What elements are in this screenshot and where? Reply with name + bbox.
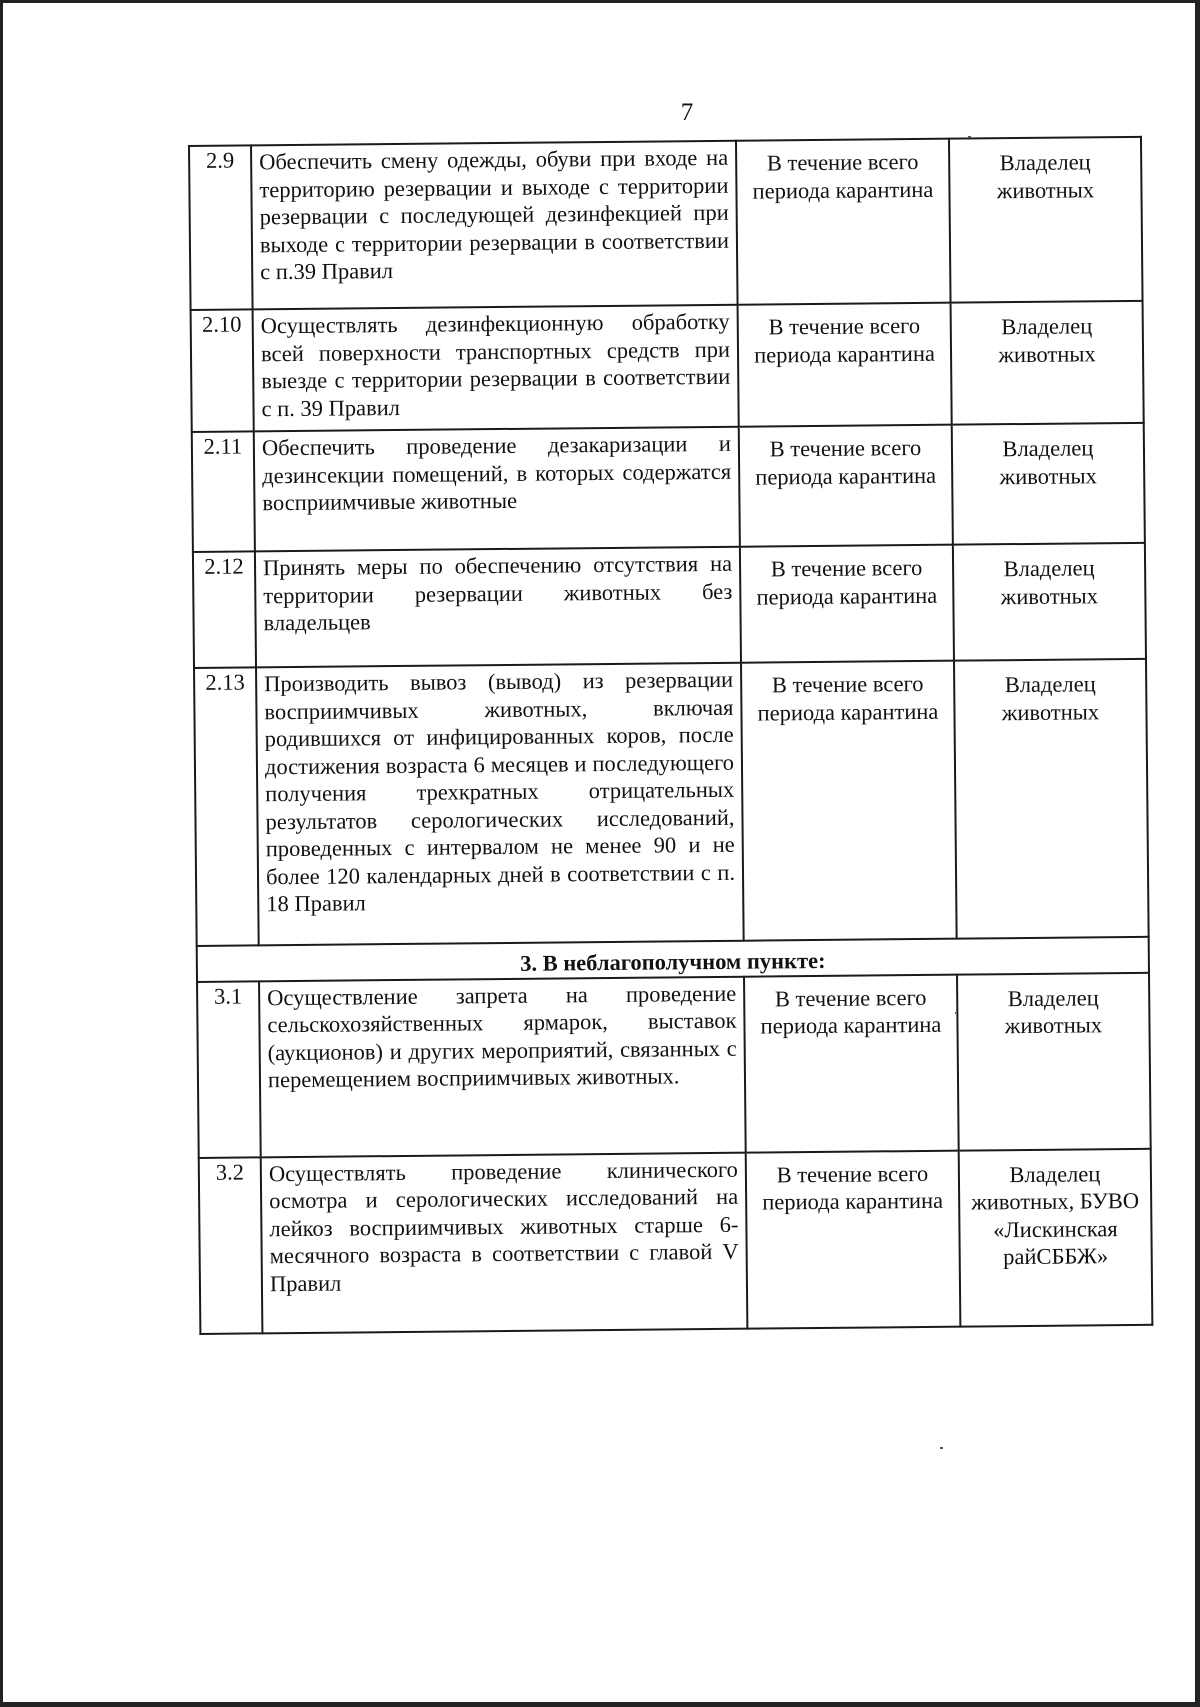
measure-text: Осуществлять дезинфекционную обработку всей поверхности транспортных средств при выезде с территории резервации в соответствии с п. 39 Правил xyxy=(260,308,731,421)
table-row xyxy=(194,659,1149,946)
section-title: 3. В неблагополучном пункте: xyxy=(197,937,1149,982)
measures-table xyxy=(188,136,1153,1335)
scan-edge-left xyxy=(0,0,3,1707)
measure-cell xyxy=(254,427,740,552)
table-row xyxy=(192,423,1145,552)
measure-cell xyxy=(253,305,739,432)
row-number: 2.12 xyxy=(193,551,256,668)
row-number: 2.10 xyxy=(191,309,254,432)
measure-text: Обеспечить проведение дезакаризации и дезинсекции помещений, в которых содержатся восприимчивые животные xyxy=(261,430,732,516)
term-cell: В течение всего периода карантина xyxy=(740,545,954,663)
measure-text: Осуществление запрета на проведение сельскохозяйственных ярмарок, выставок (аукционов) и других мероприятий, связанных с перемещением восприимчивых животных. xyxy=(267,980,737,1093)
responsible-cell: Владелец животных xyxy=(953,543,1146,661)
measure-cell xyxy=(255,547,741,668)
row-number: 2.11 xyxy=(192,431,255,552)
responsible-cell: Владелец животных, БУВО «Лискинская райСББЖ» xyxy=(959,1148,1153,1326)
measure-text: Осуществлять проведение клинического осмотра и серологических исследований на лейкоз восприимчивых животных старше 6-месячного возраста в соответствии с главой V Правил xyxy=(268,1156,739,1296)
scan-speck xyxy=(968,136,971,138)
responsible-cell: Владелец животных xyxy=(949,137,1143,303)
scan-edge-top xyxy=(0,0,1200,3)
scan-edge-right xyxy=(1195,0,1200,1707)
term-cell: В течение всего периода карантина xyxy=(736,139,951,305)
measure-text: Обеспечить смену одежды, обуви при входе на территорию резервации и выходе с территории резервации с последующей дезинфекцией при выходе с территории резервации в соответствии с п.39 Правил xyxy=(259,144,730,285)
row-number: 3.1 xyxy=(197,981,261,1158)
row-number: 3.2 xyxy=(199,1157,263,1334)
term-cell: В течение всего периода карантина xyxy=(738,303,952,427)
responsible-cell: Владелец животных xyxy=(954,659,1149,939)
term-cell: В течение всего периода карантина xyxy=(744,974,959,1152)
table-row xyxy=(189,137,1143,310)
responsible-cell: Владелец животных xyxy=(951,301,1144,425)
page-number: 7 xyxy=(680,99,694,126)
table-row xyxy=(193,543,1146,668)
measure-cell xyxy=(251,141,738,310)
scan-speck xyxy=(940,1447,943,1449)
responsible-cell: Владелец животных xyxy=(952,423,1145,545)
measure-text: Производить вывоз (вывод) из резервации восприимчивых животных, включая родившихся от инфицированных коров, после достижения возраста 6 месяцев и последующего получения трехкратных отрицательных результатов серологических исследований, проведенных с интервалом не менее 90 и не более 120 календарных дней в соответствии с п. 18 Правил xyxy=(264,666,736,917)
term-cell: В течение всего периода карантина xyxy=(746,1150,961,1328)
table-row xyxy=(191,301,1144,432)
table-row xyxy=(197,972,1151,1157)
measure-text: Принять меры по обеспечению отсутствия на территории резервации животных без владельцев xyxy=(262,550,733,636)
measure-cell xyxy=(259,976,746,1157)
measure-cell xyxy=(256,663,744,946)
responsible-cell: Владелец животных xyxy=(957,972,1151,1150)
row-number: 2.9 xyxy=(189,145,253,310)
table-row xyxy=(199,1148,1153,1333)
term-cell: В течение всего периода карантина xyxy=(739,425,953,547)
measure-cell xyxy=(261,1152,748,1333)
term-cell: В течение всего периода карантина xyxy=(741,661,957,941)
row-number: 2.13 xyxy=(194,667,259,946)
scan-edge-bottom xyxy=(0,1702,1200,1707)
scan-speck xyxy=(955,1012,957,1014)
